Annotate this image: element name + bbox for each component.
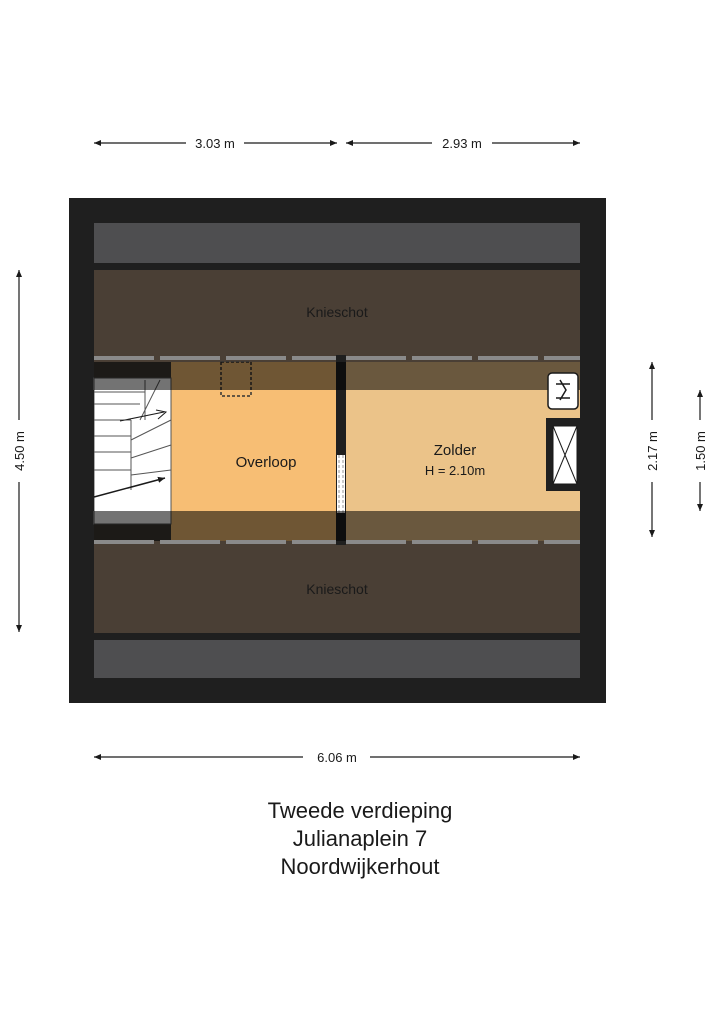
partition-door-opening — [337, 455, 345, 513]
caption-floor: Tweede verdieping — [267, 798, 453, 823]
staircase — [94, 378, 171, 524]
roof-slope-shade-top — [94, 362, 580, 390]
zolder-height-label: H = 2.10m — [424, 463, 486, 478]
right-dormer-wall — [580, 390, 606, 511]
dimension-right-outer — [693, 390, 708, 511]
dimension-bottom-label: 6.06 m — [317, 750, 357, 765]
dimension-top-right — [346, 136, 580, 151]
knieschot-top-label: Knieschot — [306, 304, 368, 320]
dimension-left — [12, 270, 27, 632]
overloop-label: Overloop — [235, 454, 297, 471]
caption-address: Julianaplein 7 — [292, 826, 428, 851]
dimension-bottom — [94, 750, 580, 765]
dimension-top-left — [94, 136, 337, 151]
boiler-unit — [548, 373, 578, 409]
zolder-label: Zolder — [433, 442, 477, 459]
eave-strip-top — [94, 223, 580, 263]
dimension-right-inner — [645, 362, 660, 537]
dimension-right-inner-label: 2.17 m — [645, 431, 660, 471]
dimension-right-outer-label: 1.50 m — [693, 431, 708, 471]
dimension-top-left-label: 3.03 m — [195, 136, 235, 151]
roof-slope-shade-bottom — [94, 511, 580, 541]
dimension-left-label: 4.50 m — [12, 431, 27, 471]
window-frame — [546, 418, 583, 491]
eave-strip-bottom — [94, 640, 580, 678]
left-dormer-wall — [69, 390, 94, 511]
dimension-top-right-label: 2.93 m — [442, 136, 482, 151]
knieschot-bottom-label: Knieschot — [306, 581, 368, 597]
caption-city: Noordwijkerhout — [280, 854, 440, 879]
